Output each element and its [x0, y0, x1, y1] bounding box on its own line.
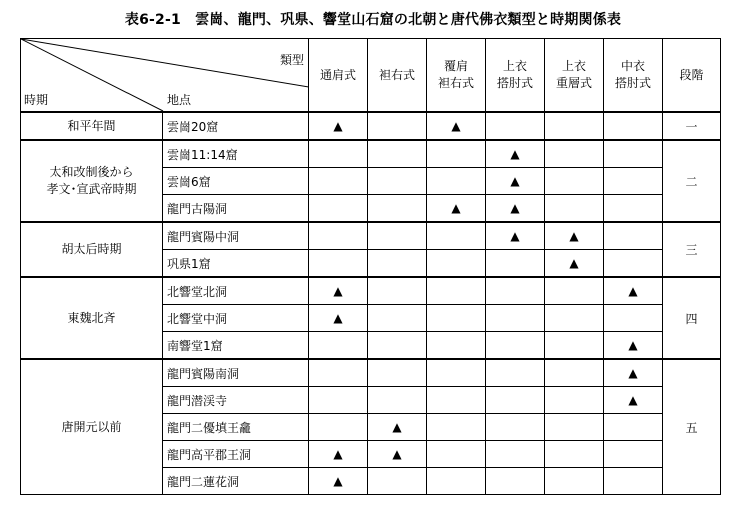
triangle-mark-icon: ▲: [628, 338, 638, 352]
type-mark-cell: [427, 112, 486, 140]
type-mark-cell: [545, 441, 604, 468]
triangle-mark-icon: ▲: [333, 474, 343, 488]
site-cell: 龍門二蓮花洞: [163, 468, 309, 495]
triangle-mark-icon: ▲: [569, 229, 579, 243]
type-mark-cell: [368, 441, 427, 468]
type-mark-cell: [604, 387, 663, 414]
type-mark-cell: [545, 222, 604, 250]
type-mark-cell: [368, 387, 427, 414]
type-mark-cell: [486, 305, 545, 332]
type-mark-cell: [368, 168, 427, 195]
type-mark-cell: [309, 222, 368, 250]
type-mark-cell: [368, 359, 427, 387]
type-mark-cell: [545, 250, 604, 278]
period-cell: [21, 140, 163, 222]
type-mark-cell: [486, 414, 545, 441]
site-cell: 龍門潜渓寺: [163, 387, 309, 414]
stage-cell: 三: [663, 222, 721, 277]
type-mark-cell: [309, 305, 368, 332]
site-cell: 龍門二優填王龕: [163, 414, 309, 441]
type-mark-cell: [309, 112, 368, 140]
type-mark-cell: [368, 250, 427, 278]
table-row: [21, 112, 721, 140]
site-cell: 南響堂1窟: [163, 332, 309, 360]
type-header: 上衣 搭肘式: [486, 39, 545, 113]
type-mark-cell: [309, 387, 368, 414]
triangle-mark-icon: ▲: [510, 174, 520, 188]
type-mark-cell: [604, 140, 663, 168]
table-row: [21, 277, 721, 305]
type-mark-cell: [427, 414, 486, 441]
type-mark-cell: [545, 168, 604, 195]
type-mark-cell: [545, 112, 604, 140]
period-cell: [21, 277, 163, 359]
triangle-mark-icon: ▲: [333, 119, 343, 133]
type-mark-cell: [486, 222, 545, 250]
corner-label-type: 類型: [279, 53, 304, 67]
type-mark-cell: [604, 332, 663, 360]
triangle-mark-icon: ▲: [510, 229, 520, 243]
type-mark-cell: [309, 140, 368, 168]
table-row: [21, 359, 721, 387]
site-cell: 雲崗6窟: [163, 168, 309, 195]
type-mark-cell: [309, 332, 368, 360]
type-mark-cell: [604, 222, 663, 250]
type-header: 通肩式: [309, 39, 368, 113]
corner-label-period: 時期: [24, 93, 49, 107]
type-mark-cell: [604, 112, 663, 140]
type-mark-cell: [309, 195, 368, 223]
triangle-mark-icon: ▲: [392, 420, 402, 434]
triangle-mark-icon: ▲: [510, 201, 520, 215]
type-mark-cell: [486, 387, 545, 414]
type-mark-cell: [427, 140, 486, 168]
stage-cell: 四: [663, 277, 721, 359]
type-mark-cell: [604, 359, 663, 387]
triangle-mark-icon: ▲: [333, 447, 343, 461]
type-mark-cell: [368, 468, 427, 495]
table-title: 表6-2-1 雲崗、龍門、巩県、響堂山石窟の北朝と唐代佛衣類型と時期関係表: [124, 12, 622, 28]
corner-header-cell: [21, 39, 309, 113]
type-mark-cell: [309, 441, 368, 468]
period-label: 和平年間: [67, 118, 116, 133]
type-mark-cell: [545, 277, 604, 305]
type-mark-cell: [604, 305, 663, 332]
type-mark-cell: [309, 168, 368, 195]
type-mark-cell: [368, 222, 427, 250]
type-mark-cell: [604, 195, 663, 223]
type-mark-cell: [427, 277, 486, 305]
table-row: [21, 222, 721, 250]
type-mark-cell: [368, 305, 427, 332]
type-mark-cell: [486, 359, 545, 387]
type-mark-cell: [545, 468, 604, 495]
triangle-mark-icon: ▲: [628, 393, 638, 407]
header-row: [21, 39, 721, 113]
site-cell: 北響堂北洞: [163, 277, 309, 305]
type-mark-cell: [309, 250, 368, 278]
type-mark-cell: [604, 250, 663, 278]
type-mark-cell: [309, 468, 368, 495]
triangle-mark-icon: ▲: [510, 147, 520, 161]
stage-header: 段階: [663, 39, 721, 113]
type-mark-cell: [486, 332, 545, 360]
period-cell: [21, 222, 163, 277]
type-mark-cell: [604, 168, 663, 195]
type-mark-cell: [545, 140, 604, 168]
type-mark-cell: [486, 168, 545, 195]
classification-table: [20, 38, 721, 495]
type-mark-cell: [427, 387, 486, 414]
triangle-mark-icon: ▲: [628, 366, 638, 380]
period-label: 唐開元以前: [61, 419, 122, 434]
period-label: 孝文･宣武帝時期: [46, 182, 137, 196]
type-mark-cell: [368, 140, 427, 168]
type-mark-cell: [368, 195, 427, 223]
corner-diagonal-lines: [21, 39, 309, 111]
type-mark-cell: [486, 112, 545, 140]
type-mark-cell: [427, 332, 486, 360]
stage-cell: 二: [663, 140, 721, 222]
triangle-mark-icon: ▲: [333, 284, 343, 298]
type-mark-cell: [427, 250, 486, 278]
triangle-mark-icon: ▲: [451, 119, 461, 133]
type-mark-cell: [309, 414, 368, 441]
type-mark-cell: [368, 414, 427, 441]
type-mark-cell: [486, 468, 545, 495]
type-mark-cell: [427, 441, 486, 468]
type-mark-cell: [427, 195, 486, 223]
type-mark-cell: [368, 277, 427, 305]
triangle-mark-icon: ▲: [628, 284, 638, 298]
type-header: 覆肩 袒右式: [427, 39, 486, 113]
site-cell: 龍門賓陽中洞: [163, 222, 309, 250]
period-label: 東魏北斉: [67, 310, 116, 325]
type-mark-cell: [604, 277, 663, 305]
type-mark-cell: [427, 305, 486, 332]
triangle-mark-icon: ▲: [569, 256, 579, 270]
site-cell: 巩県1窟: [163, 250, 309, 278]
type-mark-cell: [309, 277, 368, 305]
triangle-mark-icon: ▲: [333, 311, 343, 325]
period-label: 太和改制後から: [49, 165, 134, 179]
type-mark-cell: [486, 441, 545, 468]
site-cell: 雲崗11:14窟: [163, 140, 309, 168]
stage-cell: 一: [663, 112, 721, 140]
type-mark-cell: [368, 332, 427, 360]
corner-label-site: 地点: [167, 93, 192, 107]
type-mark-cell: [545, 387, 604, 414]
type-mark-cell: [427, 168, 486, 195]
type-mark-cell: [604, 441, 663, 468]
type-mark-cell: [486, 195, 545, 223]
type-mark-cell: [368, 112, 427, 140]
period-cell: [21, 359, 163, 495]
type-mark-cell: [545, 332, 604, 360]
site-cell: 北響堂中洞: [163, 305, 309, 332]
table-row: [21, 140, 721, 168]
type-mark-cell: [486, 140, 545, 168]
site-cell: 龍門古陽洞: [163, 195, 309, 223]
type-header: 袒右式: [368, 39, 427, 113]
period-label: 胡太后時期: [61, 242, 122, 256]
stage-cell: 五: [663, 359, 721, 495]
type-mark-cell: [545, 359, 604, 387]
period-cell: [21, 112, 163, 140]
type-mark-cell: [486, 277, 545, 305]
type-mark-cell: [545, 414, 604, 441]
site-cell: 龍門賓陽南洞: [163, 359, 309, 387]
type-mark-cell: [604, 414, 663, 441]
type-mark-cell: [604, 468, 663, 495]
site-cell: 雲崗20窟: [163, 112, 309, 140]
type-mark-cell: [545, 195, 604, 223]
triangle-mark-icon: ▲: [392, 447, 402, 461]
triangle-mark-icon: ▲: [451, 201, 461, 215]
type-mark-cell: [427, 359, 486, 387]
type-mark-cell: [427, 468, 486, 495]
type-header: 中衣 搭肘式: [604, 39, 663, 113]
type-mark-cell: [427, 222, 486, 250]
type-mark-cell: [486, 250, 545, 278]
type-mark-cell: [545, 305, 604, 332]
site-cell: 龍門高平郡王洞: [163, 441, 309, 468]
type-mark-cell: [309, 359, 368, 387]
type-header: 上衣 重層式: [545, 39, 604, 113]
